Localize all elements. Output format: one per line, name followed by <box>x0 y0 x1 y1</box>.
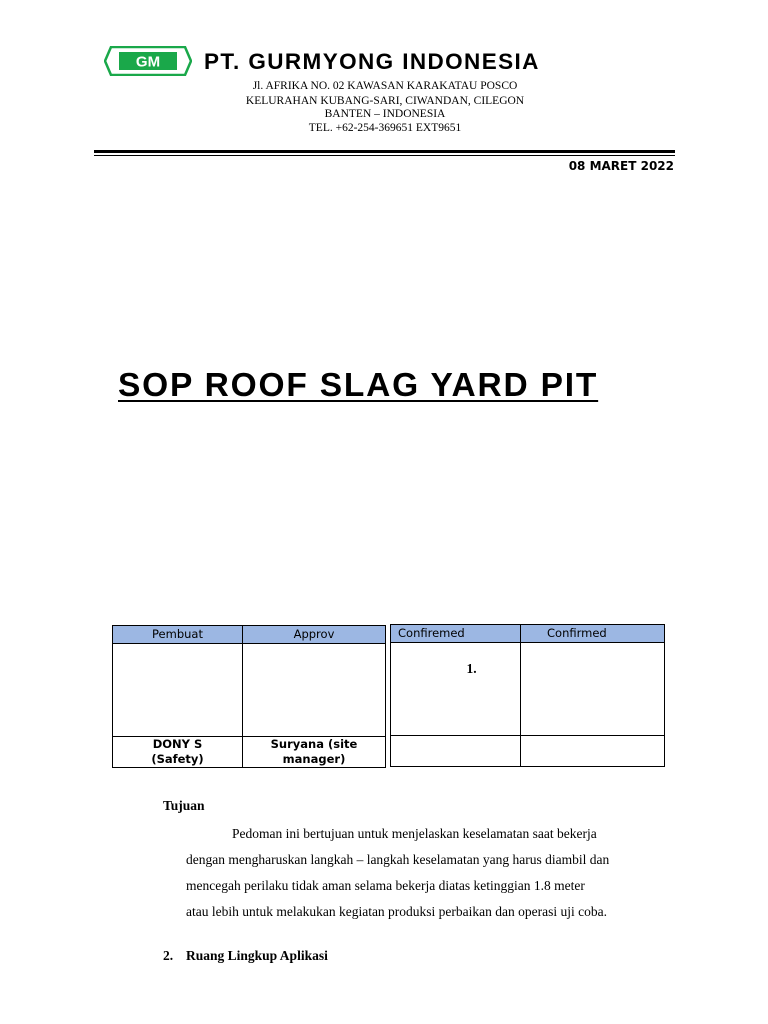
name-cell-pembuat <box>113 737 243 768</box>
signature-cell-approv <box>243 644 386 737</box>
name-row <box>113 737 386 768</box>
name-row <box>391 736 665 767</box>
signature-row <box>391 643 665 736</box>
signature-cell-confiremed <box>391 643 521 736</box>
signature-cell-confirmed <box>521 643 665 736</box>
address-line: Jl. AFRIKA NO. 02 KAWASAN KARAKATAU POSCO <box>252 80 518 92</box>
header-divider-thin <box>94 155 675 156</box>
name-cell-confiremed <box>391 736 521 767</box>
name-cell-confirmed <box>521 736 665 767</box>
pembuat-name: DONY S <box>152 737 203 751</box>
paragraph-line: dengan mengharuskan langkah – langkah keselamatan yang harus diambil dan <box>186 852 610 867</box>
table-header-row <box>113 626 386 644</box>
approver-name: Suryana (site <box>270 737 358 751</box>
header-divider <box>94 150 675 153</box>
section-number: 2. <box>163 948 174 963</box>
header-pembuat: Pembuat <box>113 626 243 644</box>
header-confirmed: Confirmed <box>521 625 665 643</box>
signature-cell-pembuat <box>113 644 243 737</box>
section-heading-ruang-lingkup <box>163 947 328 965</box>
tujuan-paragraph <box>186 821 676 925</box>
document-title: SOP ROOF SLAG YARD PIT <box>118 367 599 404</box>
name-cell-approv <box>243 737 386 768</box>
approval-table-left <box>112 625 386 768</box>
company-logo <box>104 46 192 76</box>
pembuat-role: (Safety) <box>151 752 204 766</box>
table-header-row <box>391 625 665 643</box>
address-line: KELURAHAN KUBANG-SARI, CIWANDAN, CILEGON <box>245 95 525 107</box>
section-title: Ruang Lingkup Aplikasi <box>186 948 328 963</box>
address-line: TEL. +62-254-369651 EXT9651 <box>308 122 462 134</box>
paragraph-line: mencegah perilaku tidak aman selama bekerja diatas ketinggian 1.8 meter <box>186 878 585 893</box>
section-heading-tujuan: Tujuan <box>163 798 205 813</box>
approver-role: manager) <box>282 752 346 766</box>
header-confiremed: Confiremed <box>391 625 521 643</box>
list-marker: 1. <box>466 661 477 676</box>
document-date: 08 MARET 2022 <box>568 159 674 173</box>
signature-row <box>113 644 386 737</box>
company-name: PT. GURMYONG INDONESIA <box>204 49 540 74</box>
approval-table-right <box>390 624 665 767</box>
logo-text: GM <box>135 53 161 71</box>
paragraph-line: atau lebih untuk melakukan kegiatan produksi perbaikan dan operasi uji coba. <box>186 904 607 919</box>
paragraph-line: Pedoman ini bertujuan untuk menjelaskan keselamatan saat bekerja <box>232 826 597 841</box>
address-line: BANTEN – INDONESIA <box>324 108 446 120</box>
header-approv: Approv <box>243 626 386 644</box>
